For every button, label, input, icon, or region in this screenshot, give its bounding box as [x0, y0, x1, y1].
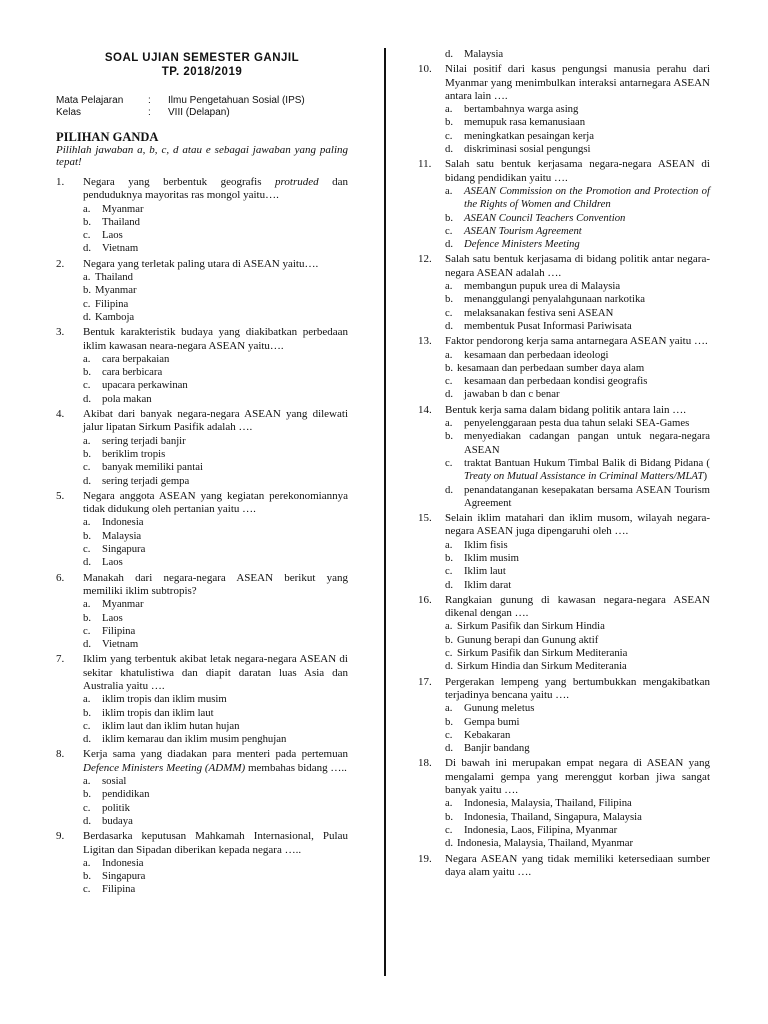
option-text: iklim laut dan iklim hutan hujan [102, 719, 240, 732]
option-letter: b. [445, 293, 454, 306]
option-d [445, 837, 710, 850]
question-text: Salah satu bentuk kerjasama negara-negara ASEAN di bidang pendidikan yaitu …. [445, 158, 710, 184]
question-13 [418, 335, 710, 401]
question-number: 7. [56, 653, 65, 666]
option-letter: a. [83, 598, 91, 611]
option-text: cara berbicara [102, 366, 163, 379]
option-letter: a. [83, 856, 91, 869]
option-text: Laos [102, 556, 123, 569]
option-letter: b. [83, 529, 92, 542]
question-2 [56, 258, 348, 324]
option-c [83, 625, 348, 638]
option-letter: c. [83, 461, 91, 474]
option-letter: d. [445, 143, 454, 156]
option-b [445, 293, 710, 306]
option-a [83, 203, 348, 216]
option-c [445, 647, 710, 660]
question-number: 6. [56, 571, 65, 584]
option-letter: d. [83, 310, 92, 323]
option-a [83, 516, 348, 529]
question-text: Salah satu bentuk kerjasama di bidang politik antar negara-negara ASEAN adalah …. [445, 253, 710, 279]
option-letter: a. [83, 775, 91, 788]
option-letter: b. [445, 361, 454, 374]
option-text: banyak memiliki pantai [102, 461, 203, 474]
option-c [83, 229, 348, 242]
option-text: Indonesia, Malaysia, Thailand, Filipina [464, 797, 632, 810]
option-text: Thailand [102, 215, 140, 228]
option-text: ASEAN Council Teachers Convention [464, 211, 626, 224]
option-text: Indonesia, Thailand, Singapura, Malaysia [464, 810, 642, 823]
option-c [445, 375, 710, 388]
question-9 [56, 830, 348, 896]
option-text: cara berpakaian [102, 352, 170, 365]
option-text: Kebakaran [464, 728, 511, 741]
option-letter: b. [83, 215, 92, 228]
option-a [83, 693, 348, 706]
question-text: Rangkaian gunung di kawasan negara-negara ASEAN dikenal dengan …. [445, 593, 710, 620]
question-5 [56, 490, 348, 570]
option-c [83, 720, 348, 733]
option-text-part: traktat Bantuan Hukum Timbal Balik di Bidang Pidana ( [464, 456, 710, 469]
option-letter: d. [445, 742, 454, 755]
option-text: Sirkum Hindia dan Sirkum Mediterania [457, 660, 627, 673]
option-letter: a. [445, 103, 453, 116]
option-text: Gempa bumi [464, 715, 520, 728]
option-letter: d. [83, 733, 92, 746]
question-6 [56, 572, 348, 652]
option-c [83, 461, 348, 474]
option-letter: d. [83, 638, 92, 651]
option-a [83, 353, 348, 366]
question-text-italic: Defence Ministers Meeting (ADMM) [83, 761, 246, 774]
option-letter: a. [83, 352, 91, 365]
option-text-part: ) [703, 470, 708, 483]
option-c [83, 883, 348, 896]
option-d [83, 556, 348, 569]
question-text: Nilai positif dari kasus pengungsi manusia perahu dari Myanmar yang menimbulkan interaksi antarnegara ASEAN antara lain …. [445, 63, 710, 102]
option-d [445, 48, 710, 61]
option-text: diskriminasi sosial pengungsi [464, 143, 591, 156]
section-title: PILIHAN GANDA [56, 130, 159, 144]
question-text: Iklim yang terbentuk akibat letak negara-negara ASEAN di sekitar khatulistiwa dan diapit daratan luas Asia dan Australia yaitu …. [83, 653, 348, 692]
question-19 [418, 853, 710, 880]
option-d [83, 393, 348, 406]
option-text: pola makan [102, 392, 152, 405]
option-letter: d. [445, 837, 454, 850]
option-d [83, 242, 348, 255]
option-c [445, 225, 710, 238]
question-number: 3. [56, 326, 65, 339]
option-letter: d. [83, 556, 92, 569]
option-a [83, 857, 348, 870]
option-b [445, 116, 710, 129]
option-d [445, 143, 710, 156]
option-text: Iklim laut [464, 565, 506, 578]
option-letter: a. [83, 516, 91, 529]
option-letter: d. [445, 48, 454, 60]
subject-label: Mata Pelajaran [56, 95, 124, 106]
option-text: Myanmar [102, 598, 144, 611]
option-b [83, 530, 348, 543]
option-letter: a. [445, 417, 453, 430]
option-letter: d. [445, 238, 454, 251]
option-b [445, 362, 710, 375]
option-text: bertambahnya warga asing [464, 103, 579, 116]
option-letter: d. [83, 474, 92, 487]
option-text-italic: Treaty on Mutual Assistance in Criminal Matters/MLAT [464, 470, 704, 483]
option-text: penyelenggaraan pesta dua tahun selaki SEA-Games [464, 417, 690, 430]
option-text: Singapura [102, 543, 146, 556]
option-text: membentuk Pusat Informasi Pariwisata [464, 319, 632, 332]
option-d [445, 388, 710, 401]
option-letter: c. [83, 379, 91, 392]
option-text: Gunung meletus [464, 702, 535, 715]
option-b [83, 788, 348, 801]
option-letter: c. [445, 224, 453, 237]
question-text: Berdasarka keputusan Mahkamah Internasional, Pulau Ligitan dan Sipadan diberikan kepada negara ….. [83, 830, 348, 856]
question-number: 16. [418, 593, 432, 606]
option-letter: a. [83, 202, 91, 215]
question-11 [418, 158, 710, 251]
option-text: jawaban b dan c benar [464, 388, 560, 401]
option-c [83, 379, 348, 392]
question-text: Bentuk kerja sama dalam bidang politik antara lain …. [445, 403, 687, 416]
option-letter: c. [445, 306, 453, 319]
option-b [83, 366, 348, 379]
option-text: Filipina [102, 624, 136, 637]
question-text [83, 176, 348, 203]
option-text: Indonesia, Laos, Filipina, Myanmar [464, 823, 618, 836]
option-a [445, 417, 710, 430]
option-text: beriklim tropis [102, 447, 166, 460]
option-letter: d. [445, 483, 454, 496]
question-number: 2. [56, 257, 65, 270]
option-text: Malaysia [464, 48, 504, 60]
class-label: Kelas [56, 107, 82, 118]
question-number: 12. [418, 253, 432, 266]
question-3 [56, 326, 348, 406]
question-text-italic: protruded [275, 176, 319, 188]
question-number: 1. [56, 176, 65, 188]
option-letter: c. [83, 297, 91, 310]
option-letter: c. [445, 129, 453, 142]
option-d [83, 311, 348, 324]
question-7 [56, 653, 348, 746]
option-a [445, 280, 710, 293]
option-text: menanggulangi penyalahgunaan narkotika [464, 293, 646, 306]
option-a [445, 103, 710, 116]
option-text: Vietnam [102, 638, 139, 651]
exam-year: TP. 2018/2019 [161, 66, 243, 78]
question-text-part: Kerja sama yang diadakan para menteri pada pertemuan [83, 748, 348, 761]
option-text: Laos [102, 229, 123, 242]
option-b [83, 612, 348, 625]
option-text: Vietnam [102, 242, 139, 255]
question-number: 8. [56, 748, 65, 761]
option-letter: c. [445, 647, 453, 660]
option-letter: a. [445, 797, 453, 810]
option-d [445, 660, 710, 673]
class-colon: : [148, 107, 151, 118]
left-column [56, 0, 348, 897]
right-column [418, 48, 710, 879]
option-c [445, 307, 710, 320]
option-b [445, 811, 710, 824]
option-letter: c. [445, 823, 453, 836]
option-text: melaksanakan festiva seni ASEAN [464, 306, 614, 319]
option-text: Myanmar [102, 202, 144, 215]
option-d [83, 475, 348, 488]
subject-value: Ilmu Pengetahuan Sosial (IPS) [168, 95, 305, 106]
option-letter: b. [445, 551, 454, 564]
option-letter: b. [83, 788, 92, 801]
question-number: 18. [418, 757, 432, 770]
option-d [445, 579, 710, 592]
option-letter: c. [445, 565, 453, 578]
option-text: Defence Ministers Meeting [464, 238, 580, 251]
question-number: 15. [418, 512, 432, 525]
option-text: Iklim musim [464, 551, 519, 564]
option-d [445, 484, 710, 511]
option-text: sosial [102, 775, 127, 788]
question-number: 17. [418, 675, 432, 688]
option-letter: b. [83, 870, 92, 883]
option-b [83, 448, 348, 461]
option-text: kesamaan dan perbedaan kondisi geografis [464, 375, 648, 388]
option-text: meningkatkan pesaingan kerja [464, 129, 594, 142]
option-letter: b. [83, 447, 92, 460]
option-letter: c. [445, 375, 453, 388]
option-d [445, 320, 710, 333]
option-letter: c. [83, 229, 91, 242]
option-c [83, 543, 348, 556]
option-a [83, 598, 348, 611]
question-4 [56, 408, 348, 488]
question-text: Negara anggota ASEAN yang kegiatan perekonomiannya tidak didukung oleh pertanian yaitu …. [83, 489, 348, 516]
option-b [445, 634, 710, 647]
class-value: VIII (Delapan) [168, 107, 230, 118]
question-number: 10. [418, 63, 432, 76]
option-a [445, 349, 710, 362]
option-letter: b. [445, 633, 454, 646]
option-b [445, 716, 710, 729]
subject-colon: : [148, 95, 151, 106]
option-d [83, 638, 348, 651]
question-text: Di bawah ini merupakan empat negara di ASEAN yang mengalami gempa yang merenggut korban jiwa sangat banyak yaitu …. [445, 757, 710, 797]
option-text: Kamboja [95, 310, 135, 323]
option-letter: a. [445, 620, 453, 633]
option-b [445, 552, 710, 565]
question-number: 9. [56, 830, 65, 843]
option-letter: c. [83, 624, 91, 637]
question-text: Manakah dari negara-negara ASEAN berikut yang memiliki iklim subtropis? [83, 571, 348, 597]
option-d [83, 815, 348, 828]
option-letter: c. [83, 883, 91, 896]
question-number: 13. [418, 335, 432, 348]
option-letter: b. [445, 116, 454, 129]
option-letter: a. [445, 184, 453, 197]
option-text: Laos [102, 611, 123, 624]
option-text: sering terjadi gempa [102, 474, 190, 487]
option-b [83, 216, 348, 229]
option-text: penandatanganan kesepakatan bersama ASEAN Tourism Agreement [464, 483, 710, 509]
question-text: Bentuk karakteristik budaya yang diakibatkan perbedaan iklim kawasan neara-negara ASEAN yaitu…. [83, 326, 348, 352]
question-number: 19. [418, 852, 432, 865]
option-d [445, 238, 710, 251]
option-text: Sirkum Pasifik dan Sirkum Hindia [457, 620, 605, 633]
question-text: Akibat dari banyak negara-negara ASEAN yang dilewati jalur lipatan Sirkum Pasifik adalah …. [83, 408, 348, 434]
option-a [445, 797, 710, 810]
option-text: membangun pupuk urea di Malaysia [464, 280, 621, 293]
option-letter: b. [445, 430, 454, 443]
option-letter: c. [83, 801, 91, 814]
question-text: Selain iklim matahari dan iklim musom, wilayah negara-negara ASEAN juga dipengaruhi oleh …. [445, 512, 710, 538]
option-a [445, 539, 710, 552]
option-text: Indonesia, Malaysia, Thailand, Myanmar [457, 837, 634, 850]
option-a [445, 620, 710, 633]
option-text: Filipina [102, 883, 136, 896]
question-text: Negara yang terletak paling utara di ASEAN yaitu…. [83, 257, 319, 270]
option-text: iklim kemarau dan iklim musim penghujan [102, 733, 287, 746]
option-a [83, 435, 348, 448]
question-number: 5. [56, 489, 65, 502]
option-letter: b. [445, 715, 454, 728]
section-instruction: Pilihlah jawaban a, b, c, d atau e sebagai jawaban yang paling tepat! [56, 144, 348, 168]
question-number: 11. [418, 158, 432, 171]
question-number: 14. [418, 403, 432, 416]
question-text-part: dan penduduknya mayoritas ras mongol yaitu…. [83, 176, 348, 202]
option-text: Gunung berapi dan Gunung aktif [457, 633, 599, 646]
question-text-part: Negara yang berbentuk geografis [83, 176, 276, 188]
option-text: budaya [102, 814, 133, 827]
question-number: 4. [56, 408, 65, 421]
option-text: iklim tropis dan iklim musim [102, 693, 227, 706]
option-letter: d. [445, 388, 454, 401]
option-letter: d. [83, 814, 92, 827]
option-letter: a. [83, 434, 91, 447]
option-letter: a. [445, 538, 453, 551]
option-c [445, 824, 710, 837]
option-letter: c. [445, 728, 453, 741]
exam-title: SOAL UJIAN SEMESTER GANJIL [104, 52, 300, 64]
option-letter: c. [445, 456, 453, 469]
option-letter: c. [83, 719, 91, 732]
question-10 [418, 63, 710, 156]
option-b [445, 212, 710, 225]
option-d [445, 742, 710, 755]
option-a [83, 775, 348, 788]
question-12 [418, 253, 710, 333]
option-text: Indonesia [102, 516, 144, 529]
question-text: Faktor pendorong kerja sama antarnegara ASEAN yaitu …. [445, 335, 708, 348]
option-text: Singapura [102, 870, 146, 883]
option-text: Filipina [95, 297, 129, 310]
option-text: kesamaan dan perbedaan sumber daya alam [457, 361, 645, 374]
option-letter: a. [445, 280, 453, 293]
question-text: Negara ASEAN yang tidak memiliki ketersediaan sumber daya alam yaitu …. [445, 852, 710, 878]
option-c [445, 729, 710, 742]
option-text: Iklim fisis [464, 538, 508, 551]
question-text: Pergerakan lempeng yang bertumbukkan mengakibatkan terjadinya bencana yaitu …. [445, 675, 710, 701]
option-text: kesamaan dan perbedaan ideologi [464, 348, 609, 361]
exam-meta [56, 95, 348, 119]
option-c [445, 457, 710, 484]
option-text: memupuk rasa kemanusiaan [464, 116, 586, 129]
option-a [445, 185, 710, 212]
option-d [83, 733, 348, 746]
question-text-part: membahas bidang ….. [245, 761, 347, 774]
option-text: ASEAN Commission on the Promotion and Protection of the Rights of Women and Children [464, 184, 710, 211]
question-text [83, 748, 348, 775]
option-letter: b. [445, 810, 454, 823]
option-b [83, 870, 348, 883]
option-letter: a. [445, 348, 453, 361]
question-9-continued [445, 48, 710, 61]
option-b [83, 284, 348, 297]
option-text: Myanmar [95, 284, 137, 297]
column-divider [384, 48, 386, 976]
option-text: Banjir bandang [464, 742, 530, 755]
question-16 [418, 594, 710, 674]
option-b [445, 430, 710, 457]
option-letter: b. [83, 366, 92, 379]
question-18 [418, 757, 710, 850]
option-letter: d. [445, 660, 454, 673]
option-c [445, 130, 710, 143]
option-a [83, 271, 348, 284]
option-letter: c. [83, 543, 91, 556]
option-letter: a. [445, 702, 453, 715]
option-text: ASEAN Tourism Agreement [464, 224, 582, 237]
option-a [445, 702, 710, 715]
option-c [83, 802, 348, 815]
option-text: sering terjadi banjir [102, 434, 186, 447]
question-8 [56, 748, 348, 828]
option-text: Thailand [95, 271, 133, 284]
option-text: pendidikan [102, 788, 150, 801]
question-1 [56, 176, 348, 256]
option-text [464, 457, 710, 484]
question-14 [418, 404, 710, 510]
option-b [83, 707, 348, 720]
option-letter: d. [445, 578, 454, 591]
option-letter: d. [83, 392, 92, 405]
option-letter: b. [83, 284, 92, 297]
option-c [83, 298, 348, 311]
option-letter: d. [83, 242, 92, 255]
option-text: upacara perkawinan [102, 379, 188, 392]
option-letter: d. [445, 319, 454, 332]
option-letter: a. [83, 693, 91, 706]
option-text: Iklim darat [464, 578, 512, 591]
option-text: Sirkum Pasifik dan Sirkum Mediterania [457, 647, 628, 660]
question-17 [418, 676, 710, 756]
option-letter: a. [83, 271, 91, 284]
option-text: politik [102, 801, 130, 814]
option-text: iklim tropis dan iklim laut [102, 706, 214, 719]
question-15 [418, 512, 710, 592]
option-text: Malaysia [102, 529, 142, 542]
option-text: menyediakan cadangan pangan untuk negara-negara ASEAN [464, 430, 710, 456]
option-letter: b. [83, 611, 92, 624]
option-c [445, 565, 710, 578]
option-letter: b. [83, 706, 92, 719]
option-text: Indonesia [102, 856, 144, 869]
option-letter: b. [445, 211, 454, 224]
